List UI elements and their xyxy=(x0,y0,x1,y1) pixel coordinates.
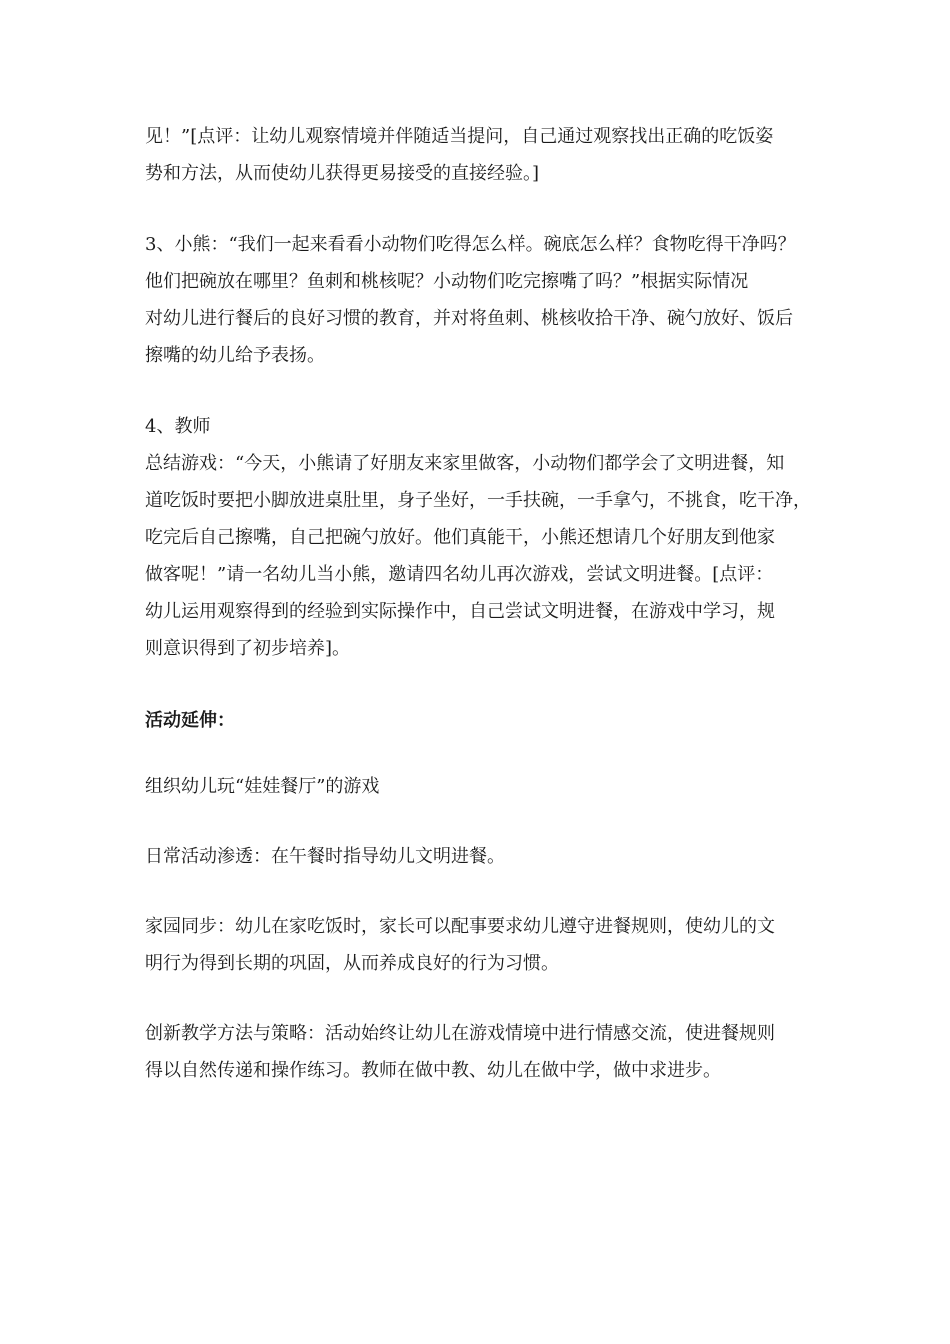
text-line: 4、教师 xyxy=(145,416,211,437)
text-line: 吃完后自己擦嘴，自己把碗勺放好。他们真能干，小熊还想请几个好朋友到他家 xyxy=(145,527,775,548)
text-line: 3、小熊：“我们一起来看看小动物们吃得怎么样。碗底怎么样？食物吃得干净吗？ xyxy=(145,234,796,255)
text-line: 组织幼儿玩“娃娃餐厅”的游戏 xyxy=(145,776,380,797)
paragraph-step-3 xyxy=(145,226,815,374)
paragraph-home-school xyxy=(145,908,815,982)
text-line: 则意识得到了初步培养]。 xyxy=(145,638,351,659)
text-line: 他们把碗放在哪里？鱼刺和桃核呢？小动物们吃完擦嘴了吗？”根据实际情况 xyxy=(145,271,749,292)
text-line: 势和方法，从而使幼儿获得更易接受的直接经验。] xyxy=(145,163,540,184)
heading-activity-extension xyxy=(145,702,815,739)
text-line: 幼儿运用观察得到的经验到实际操作中，自己尝试文明进餐，在游戏中学习，规 xyxy=(145,601,775,622)
text-line: 得以自然传递和操作练习。教师在做中教、幼儿在做中学，做中求进步。 xyxy=(145,1060,721,1081)
text-line: 明行为得到长期的巩固，从而养成良好的行为习惯。 xyxy=(145,953,559,974)
paragraph-daily-activity xyxy=(145,838,815,875)
text-line: 日常活动渗透：在午餐时指导幼儿文明进餐。 xyxy=(145,846,505,867)
text-line: 道吃饭时要把小脚放进桌肚里，身子坐好，一手扶碗，一手拿勺，不挑食，吃干净， xyxy=(145,490,811,511)
text-line: 创新教学方法与策略：活动始终让幼儿在游戏情境中进行情感交流，使进餐规则 xyxy=(145,1023,775,1044)
paragraph-commentary-1 xyxy=(145,118,815,192)
text-line: 总结游戏：“今天，小熊请了好朋友来家里做客，小动物们都学会了文明进餐，知 xyxy=(145,453,785,474)
text-line: 做客呢！”请一名幼儿当小熊，邀请四名幼儿再次游戏，尝试文明进餐。[点评： xyxy=(145,564,774,585)
paragraph-teaching-methods xyxy=(145,1015,815,1089)
text-line: 对幼儿进行餐后的良好习惯的教育，并对将鱼刺、桃核收拾干净、碗勺放好、饭后 xyxy=(145,308,793,329)
text-line: 见！”[点评：让幼儿观察情境并伴随适当提问，自己通过观察找出正确的吃饭姿 xyxy=(145,126,774,147)
paragraph-game xyxy=(145,768,815,805)
text-line: 家园同步：幼儿在家吃饭时，家长可以配事要求幼儿遵守进餐规则，使幼儿的文 xyxy=(145,916,775,937)
section-heading: 活动延伸： xyxy=(145,710,235,731)
text-line: 擦嘴的幼儿给予表扬。 xyxy=(145,345,325,366)
paragraph-step-4 xyxy=(145,408,815,667)
